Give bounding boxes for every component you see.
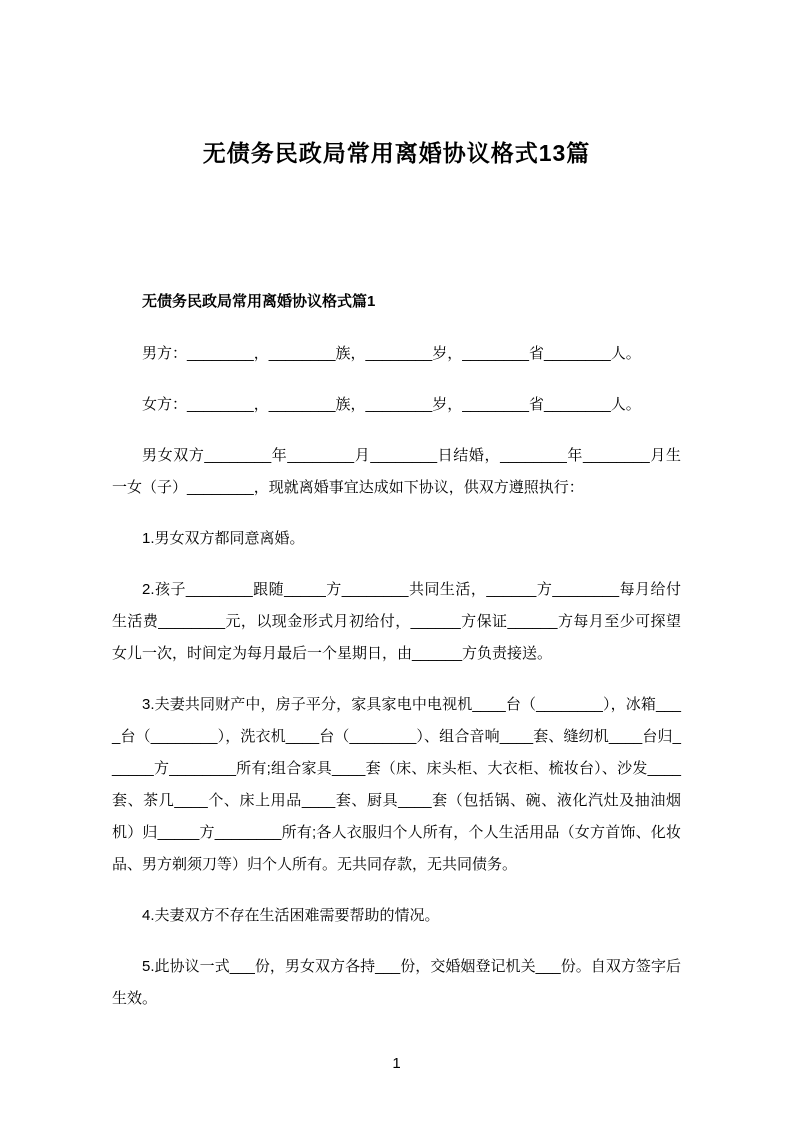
paragraph-marriage-intro: 男女双方________年________月________日结婚，________年________月生一女（子）________，现就离婚事宜达成如下协议，供双方遵照执行： — [112, 447, 681, 496]
paragraph-female-party: 女方：________，________族，________岁，________省________人。 — [142, 396, 641, 413]
paragraph-clause-4: 4.夫妻双方不存在生活困难需要帮助的情况。 — [142, 907, 440, 924]
section-heading: 无债务民政局常用离婚协议格式篇1 — [142, 293, 376, 310]
paragraph-clause-5: 5.此协议一式___份，男女双方各持___份，交婚姻登记机关___份。自双方签字后生效。 — [112, 958, 681, 1007]
page-number: 1 — [392, 1055, 401, 1072]
paragraph-male-party: 男方：________，________族，________岁，________省________人。 — [142, 345, 641, 362]
paragraph-clause-2: 2.孩子________跟随_____方________共同生活，______方________每月给付生活费________元，以现金形式月初给付，______方保证______方每月至少可探望女儿一次，时间定为每月最后一个星期日，由______方负责接送。 — [112, 581, 681, 662]
document-title: 无债务民政局常用离婚协议格式13篇 — [202, 140, 591, 166]
paragraph-clause-3: 3.夫妻共同财产中，房子平分，家具家电中电视机____台（________），冰箱____台（________），洗衣机____台（________）、组合音响____套、缝纫机____台归______方________所有;组合家具____套（床、床头柜、大衣柜、梳妆台）、沙发____套、茶几____个、床上用品____套、厨具____套（包括锅、碗、液化汽灶及抽油烟机）归_____方________所有;各人衣服归个人所有，个人生活用品（女方首饰、化妆品、男方剃须刀等）归个人所有。无共同存款，无共同债务。 — [112, 696, 681, 873]
paragraph-clause-1: 1.男女双方都同意离婚。 — [142, 530, 305, 547]
